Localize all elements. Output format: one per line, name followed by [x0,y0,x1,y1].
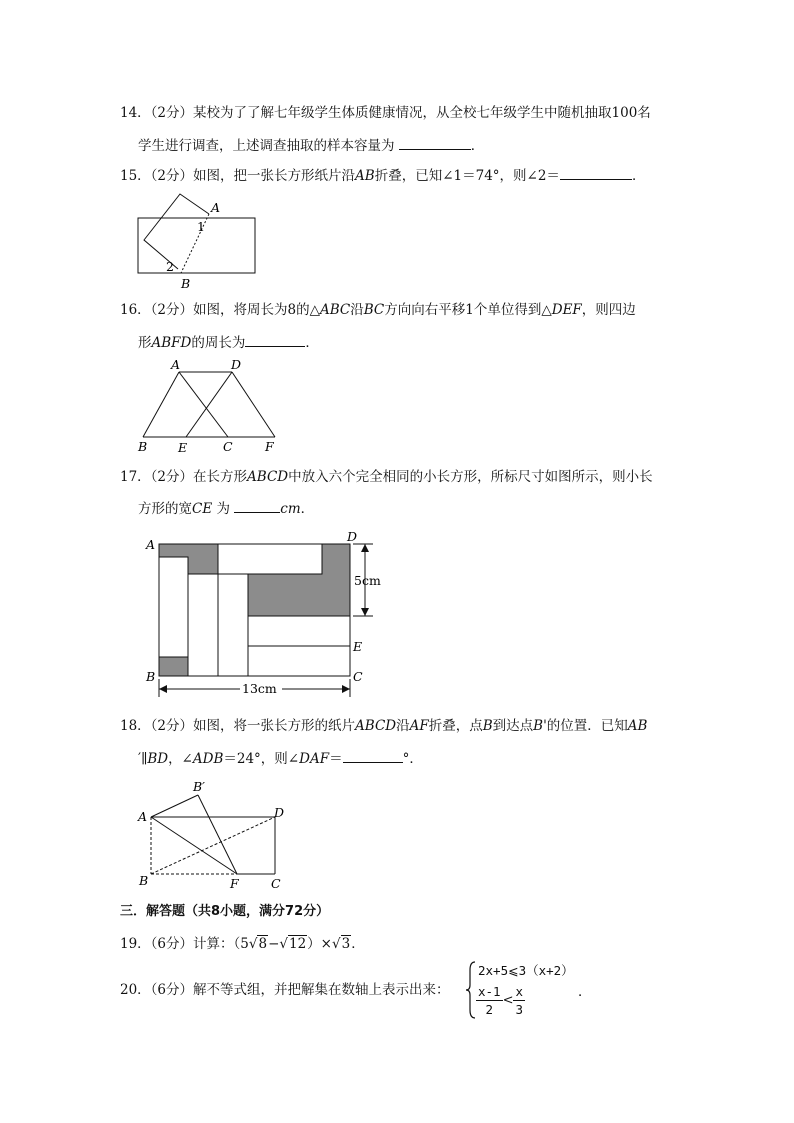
q17-line2: 方形的宽CE 为 cm． [138,498,314,519]
q16-label-B: B [138,439,148,454]
q14-line2: 学生进行调查，上述调查抽取的样本容量为 ． [138,135,484,156]
q17-answer-blank[interactable] [234,498,280,513]
q15-line1: 15．（2分）如图，把一张长方形纸片沿AB折叠，已知∠1＝74°，则∠2＝ ． [120,165,645,186]
q14-answer-blank[interactable] [399,135,471,150]
q18-figure [133,775,293,893]
q18-label-C: C [271,876,281,891]
q17-label-E: E [353,639,363,654]
q17-label-D: D [347,529,358,544]
q17-label-A: A [146,537,156,552]
q17-label-width: 13cm [242,681,277,696]
section-3-heading: 三．解答题（共8小题，满分72分） [120,904,330,919]
q14-line1: 14．（2分）某校为了了解七年级学生体质健康情况，从全校七年级学生中随机抽取100名 [120,105,651,121]
q20-fraction-left: $\frac{x-1}{2}$ [478,984,501,1017]
q18-line2: ′∥BD，∠ADB＝24°，则∠DAF＝ °． [138,748,423,769]
q16-label-C: C [223,439,233,454]
q16-line1: 16．（2分）如图，将周长为8的△ABC沿BC方向向右平移1个单位得到△DEF，则四边 [120,302,636,318]
q20-fraction-right: $\frac{x}{3}$ [515,984,524,1017]
q15-label-2: 2 [166,259,174,274]
q17-label-C: C [353,669,363,684]
q18-line1: 18．（2分）如图，将一张长方形的纸片ABCD沿AF折叠，点B到达点B'的位置．已知AB [120,718,648,734]
q16-label-F: F [265,439,274,454]
q17-figure [143,527,393,702]
q16-label-E: E [178,440,188,455]
q18-label-D: D [274,805,285,820]
q16-line2: 形ABFD的周长为 ． [138,332,319,353]
q20-line: 20．（6分）解不等式组，并把解集在数轴上表示出来： [120,982,450,998]
q20-end: ． [578,984,592,1000]
q16-label-D: D [231,357,242,372]
q17-label-B: B [146,669,156,684]
q16-answer-blank[interactable] [245,332,305,347]
q18-label-A: A [138,809,148,824]
q16-figure [135,358,285,458]
q15-label-B: B [181,276,191,291]
q15-figure [130,190,270,296]
q18-label-Bprime: B′ [193,779,206,794]
q15-label-1: 1 [197,219,205,234]
q15-answer-blank[interactable] [560,165,632,180]
q17-line1: 17．（2分）在长方形ABCD中放入六个完全相同的小长方形，所标尺寸如图所示，则小长 [120,469,653,485]
q20-inequality-1: 2x+5⩽3（x+2） [478,963,574,978]
q19-line: 19．（6分）计算：（5√8−√12）×√3． [120,936,365,952]
q18-label-B: B [139,873,149,888]
q15-label-A: A [211,200,221,215]
q18-answer-blank[interactable] [343,748,403,763]
q16-label-A: A [171,357,181,372]
q18-label-F: F [230,876,239,891]
q20-inequality-2: $\frac{x-1}{2}$ < $\frac{x}{3}$ [478,984,524,1017]
q17-label-height: 5cm [354,573,381,588]
